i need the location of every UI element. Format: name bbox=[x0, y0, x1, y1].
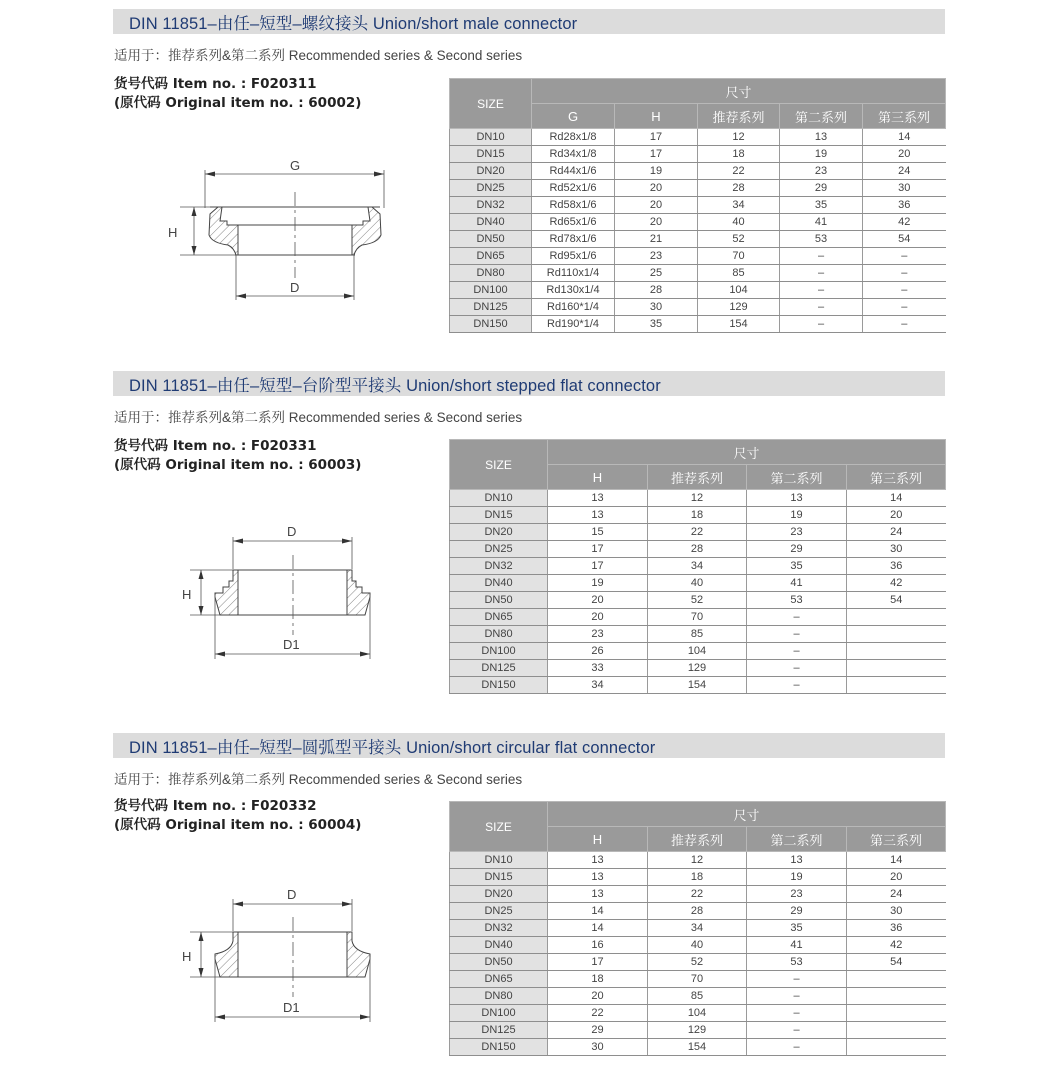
value-cell bbox=[847, 1039, 946, 1056]
size-cell: DN20 bbox=[450, 886, 548, 903]
value-cell: 17 bbox=[615, 146, 698, 163]
section-title: DIN 11851–由任–短型–螺纹接头 Union/short male connector bbox=[129, 15, 578, 33]
value-cell: – bbox=[747, 1022, 847, 1039]
size-cell: DN100 bbox=[450, 1005, 548, 1022]
value-cell: 26 bbox=[548, 643, 648, 660]
value-cell: 24 bbox=[847, 886, 946, 903]
table-row bbox=[450, 248, 946, 265]
table-row bbox=[450, 937, 946, 954]
value-cell: 21 bbox=[615, 231, 698, 248]
dimension-label-g: G bbox=[290, 158, 301, 173]
size-cell: DN40 bbox=[450, 575, 548, 592]
value-cell: 13 bbox=[747, 852, 847, 869]
value-cell: 17 bbox=[615, 129, 698, 146]
column-header: 推荐系列 bbox=[698, 104, 780, 129]
size-cell: DN25 bbox=[450, 180, 532, 197]
section-title-band bbox=[113, 9, 945, 34]
size-cell: DN80 bbox=[450, 988, 548, 1005]
value-cell: 154 bbox=[648, 1039, 747, 1056]
column-header: H bbox=[548, 827, 648, 852]
value-cell: 14 bbox=[847, 490, 946, 507]
applies-to-text: 适用于：推荐系列&第二系列 Recommended series & Second series bbox=[114, 772, 523, 787]
table-row bbox=[450, 180, 946, 197]
value-cell: 35 bbox=[747, 558, 847, 575]
value-cell: – bbox=[780, 282, 863, 299]
value-cell: 19 bbox=[780, 146, 863, 163]
column-header: 第二系列 bbox=[747, 465, 847, 490]
table-row bbox=[450, 163, 946, 180]
value-cell: 53 bbox=[747, 954, 847, 971]
value-cell: – bbox=[747, 1005, 847, 1022]
value-cell: 53 bbox=[747, 592, 847, 609]
value-cell: 20 bbox=[863, 146, 946, 163]
table-row bbox=[450, 677, 946, 694]
table-row bbox=[450, 971, 946, 988]
value-cell: 85 bbox=[648, 988, 747, 1005]
dimension-label-h: H bbox=[182, 587, 192, 602]
item-number bbox=[114, 437, 361, 475]
section-title: DIN 11851–由任–短型–台阶型平接头 Union/short stepped flat connector bbox=[129, 377, 661, 395]
value-cell: 52 bbox=[698, 231, 780, 248]
column-header: H bbox=[615, 104, 698, 129]
value-cell: 20 bbox=[548, 592, 648, 609]
value-cell: 54 bbox=[863, 231, 946, 248]
size-cell: DN20 bbox=[450, 163, 532, 180]
section-title-band bbox=[113, 371, 945, 396]
table-row bbox=[450, 592, 946, 609]
item-no-text: 货号代码 Item no. : F020332 bbox=[114, 798, 317, 814]
size-cell: DN25 bbox=[450, 903, 548, 920]
value-cell: 13 bbox=[548, 869, 648, 886]
value-cell: 23 bbox=[780, 163, 863, 180]
size-cell: DN15 bbox=[450, 869, 548, 886]
size-cell: DN150 bbox=[450, 677, 548, 694]
size-header: SIZE bbox=[450, 440, 548, 490]
table-body bbox=[450, 129, 946, 333]
section-circular-flat-connector bbox=[0, 724, 1060, 1069]
value-cell: 42 bbox=[863, 214, 946, 231]
value-cell bbox=[847, 677, 946, 694]
table-row bbox=[450, 299, 946, 316]
value-cell bbox=[847, 626, 946, 643]
table-row bbox=[450, 214, 946, 231]
value-cell: 34 bbox=[698, 197, 780, 214]
value-cell: 23 bbox=[747, 886, 847, 903]
value-cell: 29 bbox=[548, 1022, 648, 1039]
size-cell: DN40 bbox=[450, 937, 548, 954]
value-cell: 28 bbox=[698, 180, 780, 197]
value-cell bbox=[847, 988, 946, 1005]
spec-table bbox=[449, 801, 946, 1056]
value-cell: – bbox=[747, 971, 847, 988]
value-cell: 154 bbox=[648, 677, 747, 694]
value-cell: Rd78x1/6 bbox=[532, 231, 615, 248]
value-cell bbox=[847, 971, 946, 988]
value-cell: 12 bbox=[648, 490, 747, 507]
value-cell: 19 bbox=[615, 163, 698, 180]
value-cell: – bbox=[780, 316, 863, 333]
table-row bbox=[450, 869, 946, 886]
value-cell: – bbox=[747, 988, 847, 1005]
size-cell: DN15 bbox=[450, 507, 548, 524]
value-cell: 34 bbox=[648, 920, 747, 937]
value-cell: 13 bbox=[548, 507, 648, 524]
section-stepped-flat-connector bbox=[0, 362, 1060, 707]
value-cell: 25 bbox=[615, 265, 698, 282]
value-cell: Rd28x1/8 bbox=[532, 129, 615, 146]
column-header: 第三系列 bbox=[847, 827, 946, 852]
value-cell: 18 bbox=[648, 869, 747, 886]
size-cell: DN20 bbox=[450, 524, 548, 541]
value-cell: 40 bbox=[648, 575, 747, 592]
table-row bbox=[450, 1039, 946, 1056]
value-cell: 54 bbox=[847, 592, 946, 609]
value-cell: Rd160*1/4 bbox=[532, 299, 615, 316]
value-cell: 18 bbox=[648, 507, 747, 524]
value-cell: 17 bbox=[548, 558, 648, 575]
section-male-connector bbox=[0, 0, 1060, 345]
value-cell: – bbox=[863, 299, 946, 316]
value-cell: 19 bbox=[747, 869, 847, 886]
table-row bbox=[450, 197, 946, 214]
value-cell: – bbox=[747, 609, 847, 626]
value-cell: 20 bbox=[548, 988, 648, 1005]
value-cell: Rd110x1/4 bbox=[532, 265, 615, 282]
value-cell: – bbox=[863, 316, 946, 333]
size-cell: DN40 bbox=[450, 214, 532, 231]
table-row bbox=[450, 852, 946, 869]
value-cell: 70 bbox=[698, 248, 780, 265]
value-cell: 29 bbox=[780, 180, 863, 197]
column-header: 第三系列 bbox=[847, 465, 946, 490]
size-cell: DN125 bbox=[450, 660, 548, 677]
value-cell bbox=[847, 609, 946, 626]
value-cell: 33 bbox=[548, 660, 648, 677]
table-row bbox=[450, 507, 946, 524]
value-cell: Rd65x1/6 bbox=[532, 214, 615, 231]
table-row bbox=[450, 903, 946, 920]
size-cell: DN80 bbox=[450, 265, 532, 282]
value-cell: 129 bbox=[648, 1022, 747, 1039]
value-cell: 13 bbox=[548, 886, 648, 903]
table-row bbox=[450, 920, 946, 937]
value-cell: – bbox=[780, 248, 863, 265]
size-cell: DN10 bbox=[450, 129, 532, 146]
value-cell: Rd95x1/6 bbox=[532, 248, 615, 265]
dimension-label-d: D bbox=[287, 524, 297, 539]
value-cell: 14 bbox=[548, 920, 648, 937]
dimension-group-header: 尺寸 bbox=[532, 79, 946, 104]
value-cell: 35 bbox=[615, 316, 698, 333]
value-cell: 30 bbox=[615, 299, 698, 316]
size-cell: DN65 bbox=[450, 609, 548, 626]
original-item-no-text: (原代码 Original item no. : 60004) bbox=[114, 817, 362, 833]
table-row bbox=[450, 231, 946, 248]
value-cell: 36 bbox=[847, 920, 946, 937]
size-cell: DN10 bbox=[450, 490, 548, 507]
stepped-connector-drawing bbox=[165, 517, 385, 667]
value-cell: 29 bbox=[747, 541, 847, 558]
size-header: SIZE bbox=[450, 802, 548, 852]
value-cell: – bbox=[780, 299, 863, 316]
value-cell: 53 bbox=[780, 231, 863, 248]
table-body bbox=[450, 490, 946, 694]
spec-table bbox=[449, 78, 946, 333]
value-cell: Rd44x1/6 bbox=[532, 163, 615, 180]
size-cell: DN100 bbox=[450, 643, 548, 660]
table-row bbox=[450, 575, 946, 592]
value-cell: – bbox=[863, 248, 946, 265]
value-cell: 12 bbox=[698, 129, 780, 146]
value-cell: 16 bbox=[548, 937, 648, 954]
dimension-label-h: H bbox=[182, 949, 192, 964]
value-cell: 13 bbox=[780, 129, 863, 146]
value-cell: 15 bbox=[548, 524, 648, 541]
value-cell: Rd34x1/8 bbox=[532, 146, 615, 163]
table-body bbox=[450, 852, 946, 1056]
value-cell: 129 bbox=[648, 660, 747, 677]
size-cell: DN65 bbox=[450, 248, 532, 265]
value-cell: 30 bbox=[863, 180, 946, 197]
column-header: 第二系列 bbox=[747, 827, 847, 852]
value-cell: 23 bbox=[548, 626, 648, 643]
value-cell: 22 bbox=[548, 1005, 648, 1022]
value-cell: 34 bbox=[548, 677, 648, 694]
column-header: 第二系列 bbox=[780, 104, 863, 129]
value-cell: 14 bbox=[548, 903, 648, 920]
value-cell: 13 bbox=[548, 852, 648, 869]
value-cell: 41 bbox=[747, 575, 847, 592]
size-cell: DN100 bbox=[450, 282, 532, 299]
value-cell bbox=[847, 1005, 946, 1022]
table-row bbox=[450, 558, 946, 575]
value-cell: 14 bbox=[863, 129, 946, 146]
value-cell: – bbox=[747, 643, 847, 660]
applies-to-text: 适用于：推荐系列&第二系列 Recommended series & Second series bbox=[114, 48, 523, 63]
value-cell: 42 bbox=[847, 937, 946, 954]
table-row bbox=[450, 626, 946, 643]
value-cell: 20 bbox=[847, 869, 946, 886]
circular-connector-drawing bbox=[165, 879, 385, 1029]
size-cell: DN150 bbox=[450, 316, 532, 333]
value-cell: 42 bbox=[847, 575, 946, 592]
value-cell: 104 bbox=[698, 282, 780, 299]
value-cell: 34 bbox=[648, 558, 747, 575]
size-cell: DN10 bbox=[450, 852, 548, 869]
value-cell: 24 bbox=[863, 163, 946, 180]
size-cell: DN15 bbox=[450, 146, 532, 163]
size-cell: DN65 bbox=[450, 971, 548, 988]
value-cell: 85 bbox=[648, 626, 747, 643]
value-cell: 22 bbox=[698, 163, 780, 180]
value-cell: – bbox=[863, 282, 946, 299]
value-cell: 52 bbox=[648, 954, 747, 971]
table-row bbox=[450, 316, 946, 333]
value-cell bbox=[847, 660, 946, 677]
value-cell bbox=[847, 643, 946, 660]
value-cell: 20 bbox=[847, 507, 946, 524]
value-cell: – bbox=[747, 1039, 847, 1056]
value-cell: 20 bbox=[615, 197, 698, 214]
table-row bbox=[450, 265, 946, 282]
value-cell: 13 bbox=[747, 490, 847, 507]
value-cell: – bbox=[780, 265, 863, 282]
table-row bbox=[450, 1005, 946, 1022]
value-cell: 12 bbox=[648, 852, 747, 869]
value-cell: 41 bbox=[780, 214, 863, 231]
value-cell: 30 bbox=[548, 1039, 648, 1056]
value-cell: 54 bbox=[847, 954, 946, 971]
value-cell: 28 bbox=[648, 541, 747, 558]
applies-to-text: 适用于：推荐系列&第二系列 Recommended series & Second series bbox=[114, 410, 523, 425]
value-cell: 40 bbox=[698, 214, 780, 231]
table-row bbox=[450, 490, 946, 507]
value-cell: Rd58x1/6 bbox=[532, 197, 615, 214]
size-cell: DN125 bbox=[450, 299, 532, 316]
table-row bbox=[450, 988, 946, 1005]
value-cell bbox=[847, 1022, 946, 1039]
value-cell: 154 bbox=[698, 316, 780, 333]
value-cell: – bbox=[747, 626, 847, 643]
value-cell: 104 bbox=[648, 1005, 747, 1022]
column-header: 推荐系列 bbox=[648, 827, 747, 852]
value-cell: 20 bbox=[548, 609, 648, 626]
value-cell: 20 bbox=[615, 180, 698, 197]
value-cell: 24 bbox=[847, 524, 946, 541]
value-cell: 23 bbox=[615, 248, 698, 265]
value-cell: 30 bbox=[847, 541, 946, 558]
value-cell: 129 bbox=[698, 299, 780, 316]
value-cell: 70 bbox=[648, 971, 747, 988]
table-row bbox=[450, 541, 946, 558]
value-cell: Rd190*1/4 bbox=[532, 316, 615, 333]
table-row bbox=[450, 643, 946, 660]
column-header: H bbox=[548, 465, 648, 490]
table-row bbox=[450, 660, 946, 677]
spec-table bbox=[449, 439, 946, 694]
dimension-label-h: H bbox=[168, 225, 178, 240]
value-cell: 85 bbox=[698, 265, 780, 282]
value-cell: – bbox=[863, 265, 946, 282]
value-cell: – bbox=[747, 677, 847, 694]
column-header: G bbox=[532, 104, 615, 129]
value-cell: 30 bbox=[847, 903, 946, 920]
value-cell: 23 bbox=[747, 524, 847, 541]
value-cell: – bbox=[747, 660, 847, 677]
dimension-group-header: 尺寸 bbox=[548, 440, 946, 465]
table-row bbox=[450, 129, 946, 146]
value-cell: 18 bbox=[548, 971, 648, 988]
table-row bbox=[450, 886, 946, 903]
dimension-group-header: 尺寸 bbox=[548, 802, 946, 827]
size-cell: DN50 bbox=[450, 954, 548, 971]
size-header: SIZE bbox=[450, 79, 532, 129]
value-cell: 40 bbox=[648, 937, 747, 954]
value-cell: 35 bbox=[780, 197, 863, 214]
column-header: 推荐系列 bbox=[648, 465, 747, 490]
value-cell: 28 bbox=[648, 903, 747, 920]
value-cell: 19 bbox=[747, 507, 847, 524]
item-number bbox=[114, 797, 361, 835]
value-cell: 17 bbox=[548, 541, 648, 558]
size-cell: DN32 bbox=[450, 558, 548, 575]
value-cell: 35 bbox=[747, 920, 847, 937]
table-row bbox=[450, 282, 946, 299]
dimension-label-d: D bbox=[287, 887, 297, 902]
dimension-label-d1: D1 bbox=[283, 637, 300, 652]
size-cell: DN25 bbox=[450, 541, 548, 558]
table-row bbox=[450, 524, 946, 541]
size-cell: DN32 bbox=[450, 197, 532, 214]
table-row bbox=[450, 954, 946, 971]
section-title-band bbox=[113, 733, 945, 758]
section-title: DIN 11851–由任–短型–圆弧型平接头 Union/short circular flat connector bbox=[129, 739, 656, 757]
value-cell: 22 bbox=[648, 524, 747, 541]
male-connector-drawing bbox=[160, 150, 420, 310]
original-item-no-text: (原代码 Original item no. : 60002) bbox=[114, 95, 362, 111]
value-cell: 18 bbox=[698, 146, 780, 163]
value-cell: 13 bbox=[548, 490, 648, 507]
table-row bbox=[450, 1022, 946, 1039]
value-cell: Rd52x1/6 bbox=[532, 180, 615, 197]
table-row bbox=[450, 146, 946, 163]
size-cell: DN80 bbox=[450, 626, 548, 643]
value-cell: 19 bbox=[548, 575, 648, 592]
value-cell: 104 bbox=[648, 643, 747, 660]
value-cell: 52 bbox=[648, 592, 747, 609]
value-cell: 29 bbox=[747, 903, 847, 920]
value-cell: 28 bbox=[615, 282, 698, 299]
size-cell: DN150 bbox=[450, 1039, 548, 1056]
value-cell: Rd130x1/4 bbox=[532, 282, 615, 299]
item-no-text: 货号代码 Item no. : F020331 bbox=[114, 438, 317, 454]
value-cell: 70 bbox=[648, 609, 747, 626]
size-cell: DN50 bbox=[450, 592, 548, 609]
value-cell: 41 bbox=[747, 937, 847, 954]
value-cell: 20 bbox=[615, 214, 698, 231]
item-number bbox=[114, 75, 361, 113]
column-header: 第三系列 bbox=[863, 104, 946, 129]
value-cell: 36 bbox=[847, 558, 946, 575]
value-cell: 14 bbox=[847, 852, 946, 869]
size-cell: DN125 bbox=[450, 1022, 548, 1039]
size-cell: DN50 bbox=[450, 231, 532, 248]
value-cell: 36 bbox=[863, 197, 946, 214]
item-no-text: 货号代码 Item no. : F020311 bbox=[114, 76, 317, 92]
dimension-label-d: D bbox=[290, 280, 300, 295]
size-cell: DN32 bbox=[450, 920, 548, 937]
table-row bbox=[450, 609, 946, 626]
value-cell: 17 bbox=[548, 954, 648, 971]
value-cell: 22 bbox=[648, 886, 747, 903]
dimension-label-d1: D1 bbox=[283, 1000, 300, 1015]
original-item-no-text: (原代码 Original item no. : 60003) bbox=[114, 457, 362, 473]
